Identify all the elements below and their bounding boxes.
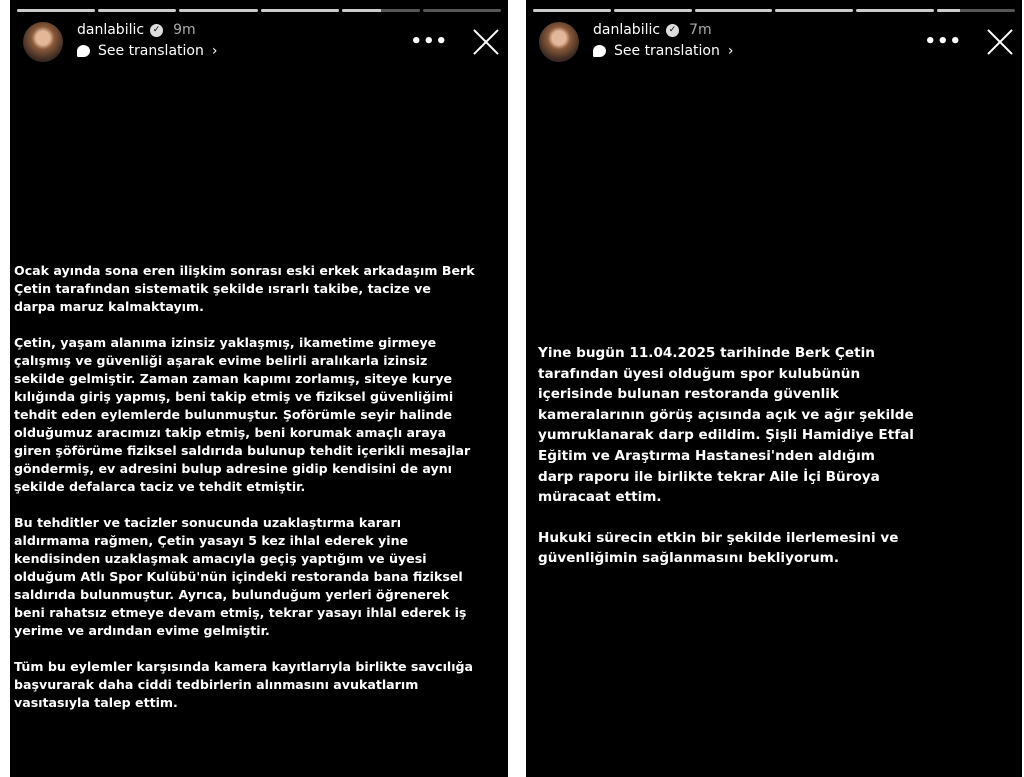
- story-panel-left: [10, 0, 508, 777]
- text-line: kameralarının görüş açısında açık ve ağır şekilde: [538, 406, 914, 423]
- progress-segment: [856, 9, 934, 12]
- text-line: kılığında giriş yapmış, beni takip etmiş ve fiziksel güvenliğimi: [14, 389, 454, 404]
- story-header: [593, 22, 712, 38]
- text-line: giren şöförüme fiziksel saldırıda bulunup tehdit içerikli mesajlar: [14, 443, 471, 458]
- text-line: Yine bugün 11.04.2025 tarihinde Berk Çetin: [538, 345, 875, 361]
- text-line: olduğum Atlı Spor Kulübü'nün içindeki restoranda bana fiziksel: [14, 569, 463, 584]
- paragraph: [538, 528, 914, 569]
- see-translation-label: See translation: [614, 43, 720, 59]
- progress-segment: [423, 9, 501, 12]
- text-line: vasıtasıyla talep ettim.: [14, 695, 178, 710]
- text-line: Ocak ayında sona eren ilişkim sonrası eski erkek arkadaşım Berk: [14, 263, 475, 278]
- paragraph: [538, 343, 914, 508]
- text-line: tehdit eden eylemlerde bulunmuştur. Şoförümle seyir halinde: [14, 407, 453, 422]
- progress-segment: [695, 9, 773, 12]
- close-icon[interactable]: [472, 28, 500, 56]
- paragraph: [14, 658, 475, 712]
- text-line: müracaat ettim.: [538, 489, 662, 506]
- translate-bubble-icon: [77, 45, 90, 57]
- close-icon[interactable]: [986, 28, 1014, 56]
- text-line: çalışmış ve güvenliği aşarak evime belirli aralıkarla izinsiz: [14, 353, 428, 368]
- progress-segment: [179, 9, 257, 12]
- text-line: olduğumuz aracımızı takip etmiş, beni korumak amaçlı araya: [14, 425, 447, 440]
- text-line: yerime ve ardından evime gelmiştir.: [14, 623, 270, 638]
- more-options-icon[interactable]: •••: [924, 31, 962, 52]
- timestamp: 9m: [173, 22, 196, 38]
- progress-segment: [98, 9, 176, 12]
- more-options-icon[interactable]: •••: [410, 31, 448, 52]
- story-header: [77, 22, 196, 38]
- text-line: darpa maruz kalmaktayım.: [14, 299, 204, 314]
- avatar[interactable]: [539, 22, 579, 62]
- progress-segment: [937, 9, 1015, 12]
- text-line: Eğitim ve Araştırma Hastanesi'nden aldığım: [538, 447, 875, 464]
- text-line: beni rahatsız etmeye devam etmiş, tekrar yasayı ihlal ederek iş: [14, 605, 467, 620]
- progress-segment: [342, 9, 420, 12]
- see-translation-button[interactable]: [77, 43, 217, 59]
- chevron-right-icon: ›: [211, 43, 218, 59]
- text-line: göndermiş, ev adresini bulup adresine gidip kendisini de aynı: [14, 461, 452, 476]
- story-panel-right: [526, 0, 1022, 777]
- text-line: Bu tehditler ve tacizler sonucunda uzaklaştırma kararı: [14, 515, 402, 530]
- text-line: tarafından üyesi olduğum spor kulubünün: [538, 365, 861, 382]
- progress-segment: [614, 9, 692, 12]
- text-line: Tüm bu eylemler karşısında kamera kayıtlarıyla birlikte savcılığa: [14, 659, 474, 674]
- progress-segment: [261, 9, 339, 12]
- progress-segment: [17, 9, 95, 12]
- story-text: [14, 262, 475, 730]
- paragraph: [14, 262, 475, 316]
- paragraph: [14, 334, 475, 496]
- verified-badge-icon: ✓: [150, 24, 163, 37]
- story-text: [538, 343, 914, 589]
- text-line: içerisinde bulunan restoranda güvenlik: [538, 386, 839, 403]
- text-line: Çetin tarafından sistematik şekilde ısrarlı takibe, tacize ve: [14, 281, 431, 296]
- text-line: kendisinden uzaklaşmak amacıyla geçiş yaptığım ve üyesi: [14, 551, 427, 566]
- story-progress-bars: [17, 9, 501, 12]
- text-line: darp raporu ile birlikte tekrar Aile İçi Büroya: [538, 468, 880, 485]
- text-line: saldırıda bulunmuştur. Ayrıca, bulunduğum yerleri öğrenerek: [14, 587, 450, 602]
- translate-bubble-icon: [593, 45, 606, 57]
- text-line: Hukuki sürecin etkin bir şekilde ilerlemesini ve: [538, 529, 899, 546]
- timestamp: 7m: [689, 22, 712, 38]
- text-line: aldırmama rağmen, Çetin yasayı 5 kez ihlal ederek yine: [14, 533, 409, 548]
- story-progress-bars: [533, 9, 1015, 12]
- text-line: güvenliğimin sağlanmasını bekliyorum.: [538, 550, 839, 567]
- chevron-right-icon: ›: [727, 43, 734, 59]
- progress-segment: [533, 9, 611, 12]
- username[interactable]: danlabilic: [77, 22, 145, 38]
- text-line: yumruklanarak darp edildim. Şişli Hamidiye Etfal: [538, 427, 914, 444]
- text-line: sekilde gelmiştir. Zaman zaman kapımı zorlamış, siteye kurye: [14, 371, 453, 386]
- see-translation-button[interactable]: [593, 43, 733, 59]
- text-line: Çetin, yaşam alanıma izinsiz yaklaşmış, ikametime girmeye: [14, 335, 437, 350]
- text-line: başvurarak daha ciddi tedbirlerin alınmasını avukatlarım: [14, 677, 419, 692]
- see-translation-label: See translation: [98, 43, 204, 59]
- paragraph: [14, 514, 475, 640]
- progress-segment: [775, 9, 853, 12]
- text-line: şekilde defalarca taciz ve tehdit etmiştir.: [14, 479, 306, 494]
- verified-badge-icon: ✓: [666, 24, 679, 37]
- avatar[interactable]: [23, 22, 63, 62]
- username[interactable]: danlabilic: [593, 22, 661, 38]
